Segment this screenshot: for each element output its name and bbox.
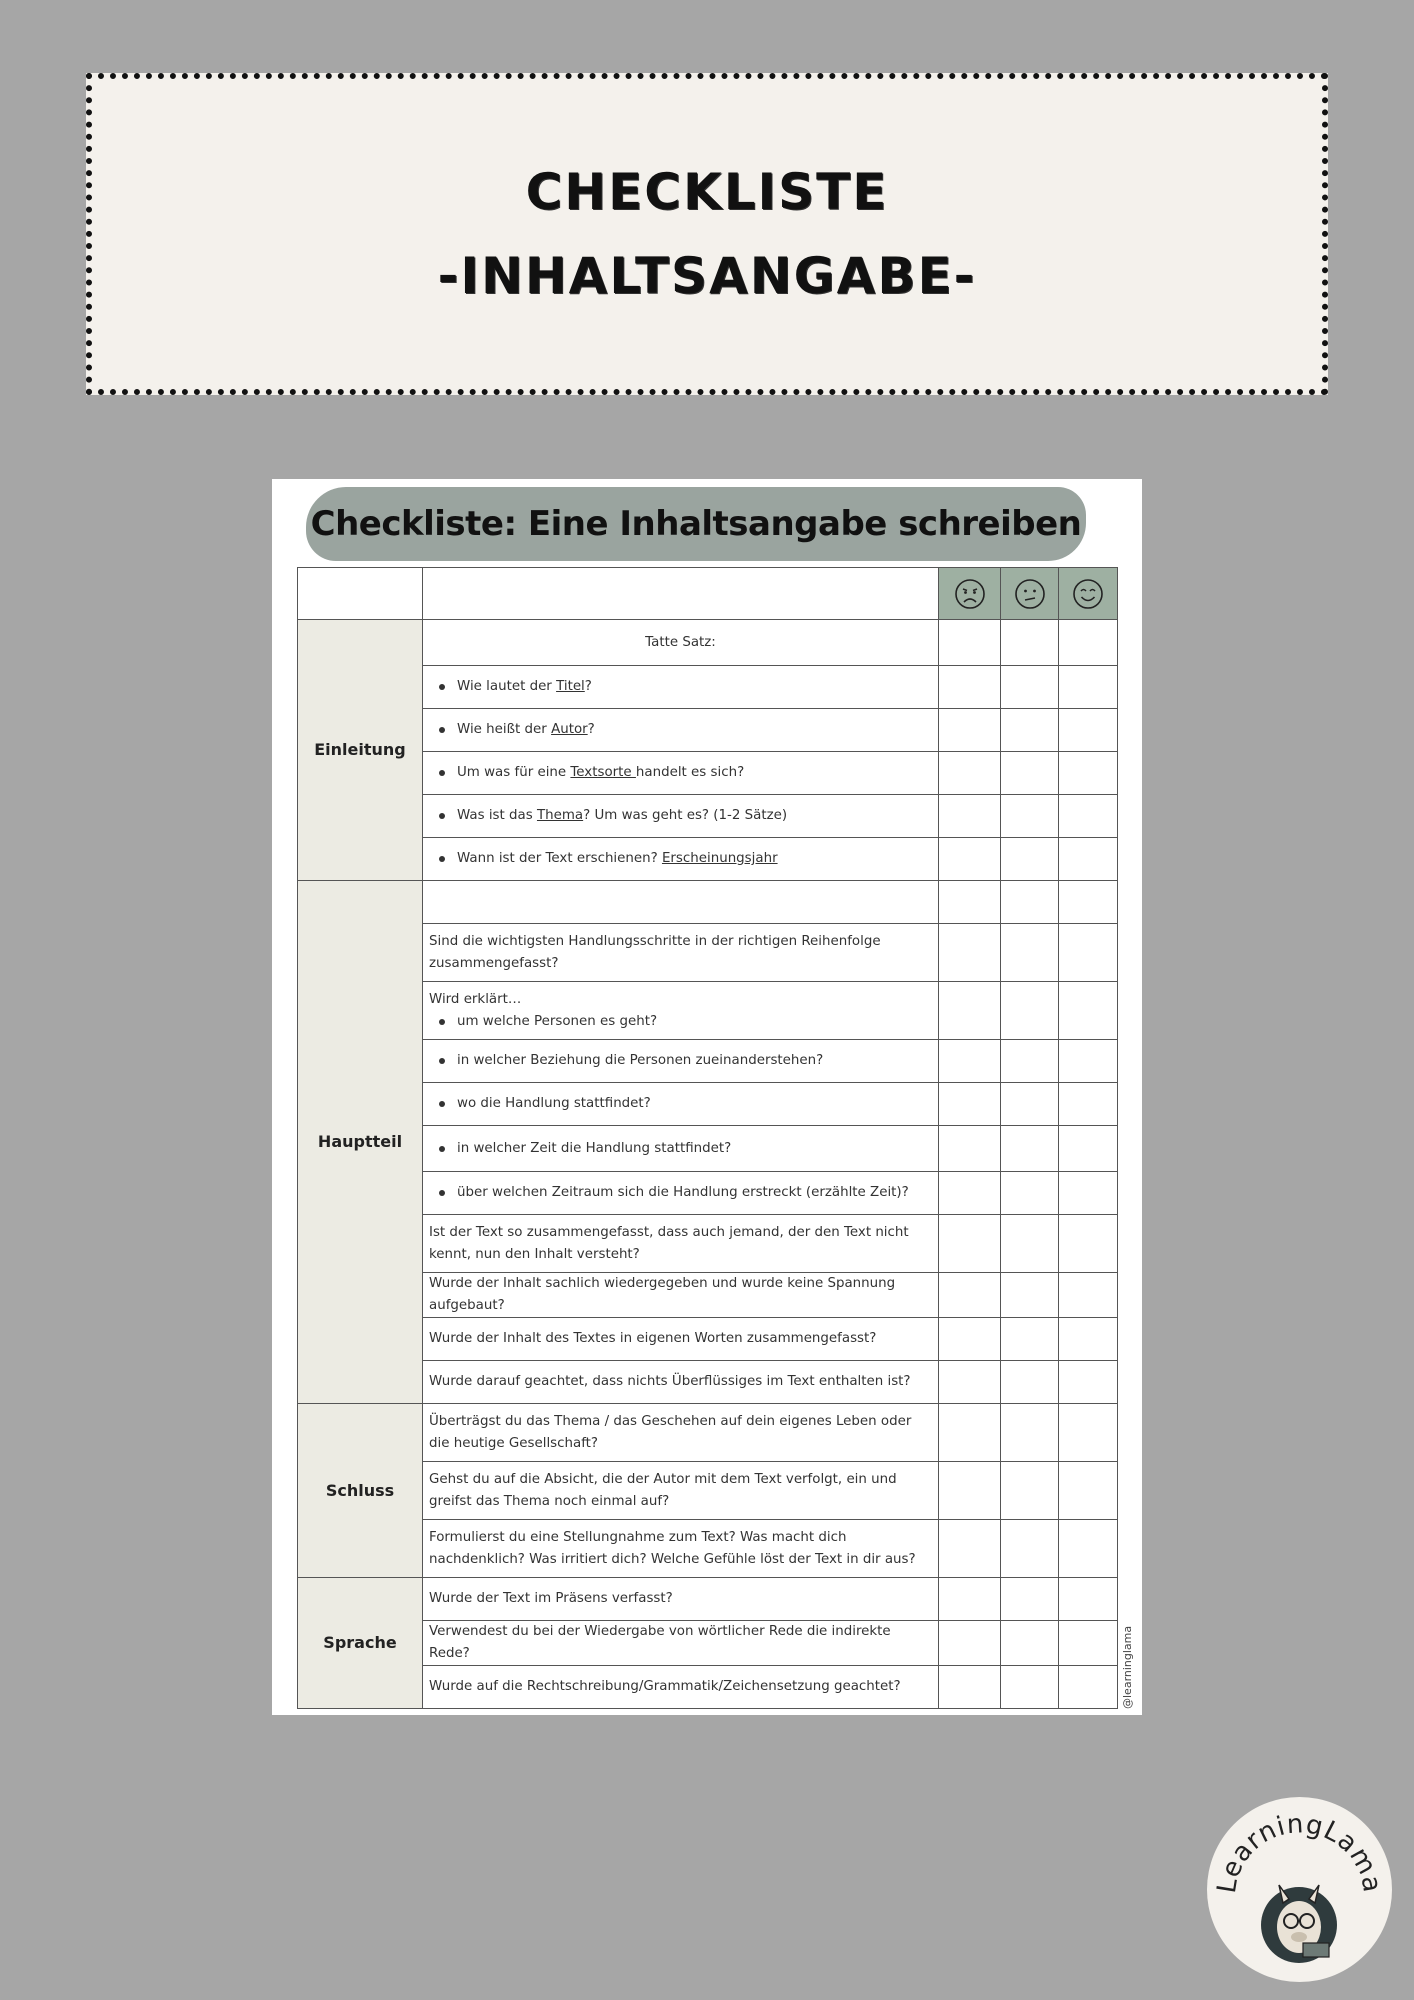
rating-cell-neutral[interactable] xyxy=(1001,1666,1059,1709)
rating-cell-sad[interactable] xyxy=(939,1462,1001,1520)
row-text-cell xyxy=(423,709,939,752)
rating-cell-neutral[interactable] xyxy=(1001,1361,1059,1404)
rating-cell-sad[interactable] xyxy=(939,1126,1001,1172)
rating-cell-sad[interactable] xyxy=(939,1404,1001,1462)
header-empty-cell xyxy=(423,568,939,620)
rating-cell-sad[interactable] xyxy=(939,1215,1001,1273)
rating-cell-happy[interactable] xyxy=(1059,795,1118,838)
cover-title-line1: CHECKLISTE xyxy=(525,163,889,221)
rating-cell-neutral[interactable] xyxy=(1001,1520,1059,1578)
rating-cell-happy[interactable] xyxy=(1059,1404,1118,1462)
rating-cell-happy[interactable] xyxy=(1059,1040,1118,1083)
rating-cell-sad[interactable] xyxy=(939,620,1001,666)
table-row xyxy=(298,881,1118,924)
row-text: über welchen Zeitraum sich die Handlung erstreckt (erzählte Zeit)? xyxy=(457,1185,909,1200)
row-text-cell xyxy=(423,982,939,1040)
row-text: Tatte Satz: xyxy=(423,620,939,666)
cover-title-line2: -INHALTSANGABE- xyxy=(437,247,977,305)
row-text: Was ist das Thema? Um was geht es? (1-2 Sätze) xyxy=(457,808,788,823)
rating-cell-sad[interactable] xyxy=(939,924,1001,982)
rating-cell-sad[interactable] xyxy=(939,838,1001,881)
rating-cell-happy[interactable] xyxy=(1059,752,1118,795)
row-text-cell xyxy=(423,795,939,838)
rating-cell-neutral[interactable] xyxy=(1001,1083,1059,1126)
rating-cell-sad[interactable] xyxy=(939,1273,1001,1318)
rating-cell-happy[interactable] xyxy=(1059,982,1118,1040)
logo-text: LearningLama xyxy=(1211,1809,1388,1896)
rating-cell-happy[interactable] xyxy=(1059,1520,1118,1578)
row-text-cell xyxy=(423,1172,939,1215)
table-row xyxy=(298,1578,1118,1621)
rating-cell-happy[interactable] xyxy=(1059,709,1118,752)
rating-cell-sad[interactable] xyxy=(939,1520,1001,1578)
rating-cell-sad[interactable] xyxy=(939,1083,1001,1126)
rating-cell-neutral[interactable] xyxy=(1001,1621,1059,1666)
rating-cell-sad[interactable] xyxy=(939,1172,1001,1215)
rating-cell-neutral[interactable] xyxy=(1001,1273,1059,1318)
row-text: Wie heißt der Autor? xyxy=(457,722,595,737)
sheet-heading-banner xyxy=(306,487,1086,561)
rating-cell-happy[interactable] xyxy=(1059,1215,1118,1273)
rating-cell-sad[interactable] xyxy=(939,982,1001,1040)
rating-cell-sad[interactable] xyxy=(939,1318,1001,1361)
section-label-hauptteil: Hauptteil xyxy=(298,881,423,1404)
row-text: wo die Handlung stattfindet? xyxy=(457,1096,651,1111)
rating-cell-neutral[interactable] xyxy=(1001,924,1059,982)
row-text: in welcher Beziehung die Personen zueinanderstehen? xyxy=(457,1053,824,1068)
rating-cell-neutral[interactable] xyxy=(1001,666,1059,709)
row-text: Sind die wichtigsten Handlungsschritte in der richtigen Reihenfolge zusammengefasst? xyxy=(423,924,939,982)
rating-cell-happy[interactable] xyxy=(1059,1666,1118,1709)
table-header-row xyxy=(298,568,1118,620)
rating-cell-neutral[interactable] xyxy=(1001,838,1059,881)
cover-title-box xyxy=(86,73,1328,395)
table-row xyxy=(298,620,1118,666)
rating-cell-sad[interactable] xyxy=(939,1361,1001,1404)
rating-cell-sad[interactable] xyxy=(939,1666,1001,1709)
rating-cell-neutral[interactable] xyxy=(1001,1172,1059,1215)
neutral-face-icon xyxy=(1001,568,1059,620)
happy-face-icon xyxy=(1059,568,1118,620)
row-text-cell xyxy=(423,666,939,709)
rating-cell-happy[interactable] xyxy=(1059,1578,1118,1621)
rating-cell-sad[interactable] xyxy=(939,1040,1001,1083)
row-text-cell xyxy=(423,1040,939,1083)
row-text: Wurde der Inhalt des Textes in eigenen Worten zusammengefasst? xyxy=(423,1318,939,1361)
rating-cell-neutral[interactable] xyxy=(1001,1126,1059,1172)
row-text: Gehst du auf die Absicht, die der Autor mit dem Text verfolgt, ein und greifst das Thema noch einmal auf? xyxy=(423,1462,939,1520)
rating-cell-happy[interactable] xyxy=(1059,1621,1118,1666)
rating-cell-sad[interactable] xyxy=(939,881,1001,924)
sheet-heading: Checkliste: Eine Inhaltsangabe schreiben xyxy=(310,504,1082,544)
row-text: Wie lautet der Titel? xyxy=(457,679,592,694)
row-text: Verwendest du bei der Wiedergabe von wörtlicher Rede die indirekte Rede? xyxy=(423,1621,939,1666)
row-text-cell xyxy=(423,1083,939,1126)
rating-cell-neutral[interactable] xyxy=(1001,1215,1059,1273)
rating-cell-happy[interactable] xyxy=(1059,1361,1118,1404)
row-text-cell xyxy=(423,752,939,795)
rating-cell-neutral[interactable] xyxy=(1001,752,1059,795)
credit-text: @learninglama xyxy=(1121,1625,1134,1709)
row-text: Ist der Text so zusammengefasst, dass auch jemand, der den Text nicht kennt, nun den Inhalt versteht? xyxy=(423,1215,939,1273)
sad-face-icon xyxy=(939,568,1001,620)
rating-cell-neutral[interactable] xyxy=(1001,982,1059,1040)
rating-cell-neutral[interactable] xyxy=(1001,1462,1059,1520)
row-text-cell xyxy=(423,838,939,881)
rating-cell-happy[interactable] xyxy=(1059,1126,1118,1172)
rating-cell-neutral[interactable] xyxy=(1001,1404,1059,1462)
row-text: Wann ist der Text erschienen? Erscheinungsjahr xyxy=(457,851,778,866)
row-text: Wird erklärt… xyxy=(429,991,522,1007)
rating-cell-sad[interactable] xyxy=(939,795,1001,838)
rating-cell-happy[interactable] xyxy=(1059,1318,1118,1361)
row-text: Wurde der Text im Präsens verfasst? xyxy=(423,1578,939,1621)
rating-cell-happy[interactable] xyxy=(1059,1273,1118,1318)
header-empty-cell xyxy=(298,568,423,620)
row-text: Wurde auf die Rechtschreibung/Grammatik/Zeichensetzung geachtet? xyxy=(423,1666,939,1709)
rating-cell-sad[interactable] xyxy=(939,752,1001,795)
rating-cell-neutral[interactable] xyxy=(1001,1578,1059,1621)
rating-cell-happy[interactable] xyxy=(1059,1462,1118,1520)
rating-cell-happy[interactable] xyxy=(1059,924,1118,982)
learninglama-logo xyxy=(1207,1797,1392,1982)
row-text: Um was für eine Textsorte handelt es sich? xyxy=(457,765,745,780)
rating-cell-happy[interactable] xyxy=(1059,666,1118,709)
rating-cell-neutral[interactable] xyxy=(1001,1318,1059,1361)
section-label-sprache: Sprache xyxy=(298,1578,423,1709)
row-text: Wurde der Inhalt sachlich wiedergegeben und wurde keine Spannung aufgebaut? xyxy=(423,1273,939,1318)
rating-cell-neutral[interactable] xyxy=(1001,1040,1059,1083)
table-row xyxy=(298,1404,1118,1462)
rating-cell-neutral[interactable] xyxy=(1001,620,1059,666)
checklist-table xyxy=(297,567,1118,1709)
row-text: um welche Personen es geht? xyxy=(457,1013,658,1029)
rating-cell-happy[interactable] xyxy=(1059,1083,1118,1126)
rating-cell-happy[interactable] xyxy=(1059,838,1118,881)
row-text: Formulierst du eine Stellungnahme zum Text? Was macht dich nachdenklich? Was irritiert dich? Welche Gefühle löst der Text in dir aus? xyxy=(423,1520,939,1578)
rating-cell-happy[interactable] xyxy=(1059,881,1118,924)
rating-cell-sad[interactable] xyxy=(939,666,1001,709)
row-text: Wurde darauf geachtet, dass nichts Überflüssiges im Text enthalten ist? xyxy=(423,1361,939,1404)
svg-text:LearningLama xyxy=(1212,1809,1387,1895)
rating-cell-neutral[interactable] xyxy=(1001,795,1059,838)
row-text: in welcher Zeit die Handlung stattfindet? xyxy=(457,1140,732,1156)
section-label-einleitung: Einleitung xyxy=(298,620,423,881)
rating-cell-sad[interactable] xyxy=(939,1578,1001,1621)
rating-cell-neutral[interactable] xyxy=(1001,709,1059,752)
row-text-cell xyxy=(423,1126,939,1172)
section-label-schluss: Schluss xyxy=(298,1404,423,1578)
row-text-empty xyxy=(423,881,939,924)
rating-cell-sad[interactable] xyxy=(939,1621,1001,1666)
rating-cell-neutral[interactable] xyxy=(1001,881,1059,924)
rating-cell-happy[interactable] xyxy=(1059,1172,1118,1215)
rating-cell-sad[interactable] xyxy=(939,709,1001,752)
checklist-sheet xyxy=(272,479,1142,1715)
row-text: Überträgst du das Thema / das Geschehen auf dein eigenes Leben oder die heutige Gesellschaft? xyxy=(423,1404,939,1462)
rating-cell-happy[interactable] xyxy=(1059,620,1118,666)
